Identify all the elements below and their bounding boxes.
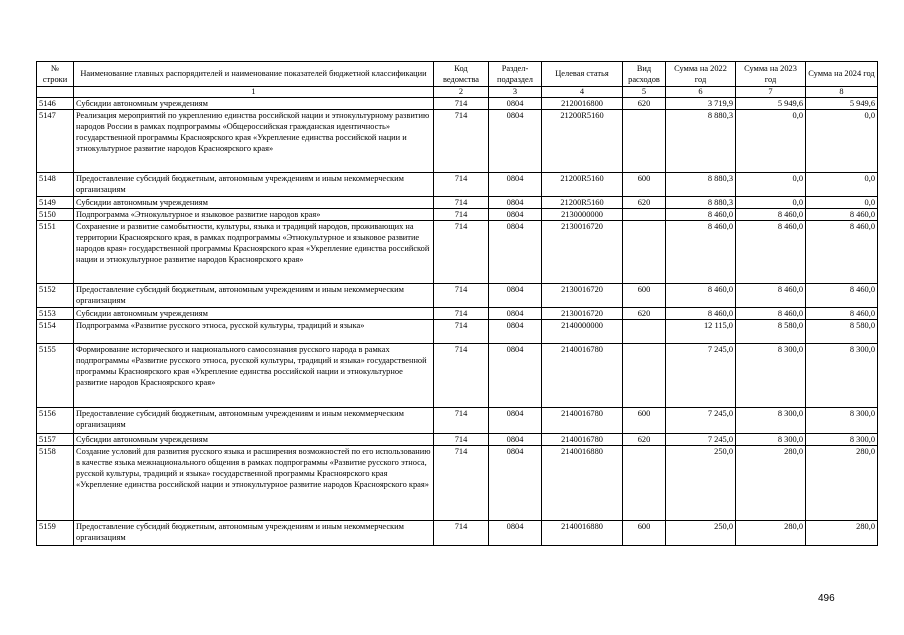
row-sum-2022: 8 880,3: [666, 110, 736, 173]
row-expense-type: 600: [623, 408, 666, 434]
row-sum-2022: 7 245,0: [666, 408, 736, 434]
table-row: [37, 110, 878, 173]
row-sum-2023: 8 300,0: [736, 344, 806, 408]
row-expense-type: 600: [623, 521, 666, 546]
row-expense-type: [623, 221, 666, 284]
row-sum-2022: 250,0: [666, 446, 736, 521]
row-name: Сохранение и развитие самобытности, культуры, языка и традиций народов, проживающих на территории Красноярского края, в рамках подпрограммы «Этнокультурное и языковое развитие народов края» государственной программы Красноярского края «Укрепление единства российской нации и этнокультурное развитие народов Красноярского края»: [74, 221, 434, 284]
row-expense-type: [623, 110, 666, 173]
row-number: 5159: [37, 521, 74, 546]
row-sum-2024: 0,0: [806, 110, 878, 173]
header-sum-2022: Сумма на 2022 год: [666, 62, 736, 87]
table-row: [37, 197, 878, 209]
table-row: [37, 434, 878, 446]
row-sum-2022: 8 460,0: [666, 308, 736, 320]
column-number-row: [37, 87, 878, 98]
row-number: 5151: [37, 221, 74, 284]
row-name: Предоставление субсидий бюджетным, автономным учреждениям и иным некоммерческим организациям: [74, 284, 434, 308]
row-sum-2024: 8 460,0: [806, 284, 878, 308]
row-sum-2023: 0,0: [736, 110, 806, 173]
row-sum-2024: 0,0: [806, 197, 878, 209]
column-number-cell: 5: [623, 87, 666, 98]
row-section: 0804: [489, 408, 542, 434]
row-sum-2024: 5 949,6: [806, 98, 878, 110]
row-dept-code: 714: [434, 173, 489, 197]
column-number-cell: 3: [489, 87, 542, 98]
header-dept-code: Код ведомства: [434, 62, 489, 87]
row-number: 5147: [37, 110, 74, 173]
column-number-cell: 8: [806, 87, 878, 98]
row-number: 5148: [37, 173, 74, 197]
row-expense-type: [623, 344, 666, 408]
row-sum-2022: 7 245,0: [666, 434, 736, 446]
table-row: [37, 209, 878, 221]
row-sum-2023: 0,0: [736, 173, 806, 197]
row-expense-type: [623, 320, 666, 344]
row-target-item: 21200R5160: [542, 173, 623, 197]
row-target-item: 2140016780: [542, 408, 623, 434]
row-number: 5157: [37, 434, 74, 446]
row-target-item: 2120016800: [542, 98, 623, 110]
row-section: 0804: [489, 110, 542, 173]
row-expense-type: 600: [623, 173, 666, 197]
row-section: 0804: [489, 308, 542, 320]
row-section: 0804: [489, 173, 542, 197]
row-name: Субсидии автономным учреждениям: [74, 308, 434, 320]
row-dept-code: 714: [434, 209, 489, 221]
row-target-item: 2140016780: [542, 434, 623, 446]
row-sum-2023: 8 460,0: [736, 221, 806, 284]
table-row: [37, 521, 878, 546]
row-number: 5146: [37, 98, 74, 110]
row-name: Предоставление субсидий бюджетным, автономным учреждениям и иным некоммерческим организациям: [74, 521, 434, 546]
row-target-item: 2140016880: [542, 521, 623, 546]
row-sum-2022: 250,0: [666, 521, 736, 546]
row-section: 0804: [489, 446, 542, 521]
header-section: Раздел-подраздел: [489, 62, 542, 87]
row-sum-2024: 8 460,0: [806, 221, 878, 284]
header-target-item: Целевая статья: [542, 62, 623, 87]
row-sum-2022: 3 719,9: [666, 98, 736, 110]
row-dept-code: 714: [434, 320, 489, 344]
header-name: Наименование главных распорядителей и наименование показателей бюджетной классификации: [74, 62, 434, 87]
row-dept-code: 714: [434, 197, 489, 209]
row-sum-2023: 8 460,0: [736, 284, 806, 308]
row-number: 5156: [37, 408, 74, 434]
row-target-item: 2130000000: [542, 209, 623, 221]
row-expense-type: 620: [623, 98, 666, 110]
column-number-cell: [37, 87, 74, 98]
row-sum-2023: 8 580,0: [736, 320, 806, 344]
column-number-cell: 7: [736, 87, 806, 98]
row-sum-2024: 280,0: [806, 446, 878, 521]
row-sum-2023: 8 300,0: [736, 408, 806, 434]
row-name: Формирование исторического и национального самосознания русского народа в рамках подпрограммы «Развитие русского этноса, русской культуры, традиций и языка» государственной программы Красноярского края «Укрепление единства российской нации и этнокультурное развитие народов Красноярского края»: [74, 344, 434, 408]
row-sum-2024: 8 460,0: [806, 209, 878, 221]
table-row: [37, 284, 878, 308]
row-section: 0804: [489, 98, 542, 110]
column-number-cell: 6: [666, 87, 736, 98]
column-number-cell: 4: [542, 87, 623, 98]
row-target-item: 2140000000: [542, 320, 623, 344]
row-number: 5150: [37, 209, 74, 221]
column-number-cell: 1: [74, 87, 434, 98]
row-target-item: 2130016720: [542, 308, 623, 320]
row-number: 5152: [37, 284, 74, 308]
row-sum-2023: 8 300,0: [736, 434, 806, 446]
row-dept-code: 714: [434, 344, 489, 408]
table-row: [37, 344, 878, 408]
row-name: Субсидии автономным учреждениям: [74, 98, 434, 110]
table-row: [37, 320, 878, 344]
row-sum-2022: 8 460,0: [666, 221, 736, 284]
row-sum-2023: 0,0: [736, 197, 806, 209]
row-sum-2022: 8 880,3: [666, 197, 736, 209]
row-sum-2024: 8 460,0: [806, 308, 878, 320]
row-name: Предоставление субсидий бюджетным, автономным учреждениям и иным некоммерческим организациям: [74, 173, 434, 197]
row-dept-code: 714: [434, 98, 489, 110]
row-sum-2022: 8 460,0: [666, 284, 736, 308]
row-name: Предоставление субсидий бюджетным, автономным учреждениям и иным некоммерческим организациям: [74, 408, 434, 434]
row-sum-2023: 8 460,0: [736, 308, 806, 320]
row-expense-type: [623, 209, 666, 221]
row-section: 0804: [489, 521, 542, 546]
row-dept-code: 714: [434, 221, 489, 284]
row-number: 5155: [37, 344, 74, 408]
row-sum-2024: 8 300,0: [806, 344, 878, 408]
header-row: [37, 62, 878, 87]
row-name: Субсидии автономным учреждениям: [74, 434, 434, 446]
row-sum-2023: 280,0: [736, 446, 806, 521]
row-dept-code: 714: [434, 284, 489, 308]
header-expense-type: Вид расходов: [623, 62, 666, 87]
row-target-item: 2140016780: [542, 344, 623, 408]
row-expense-type: 620: [623, 197, 666, 209]
row-section: 0804: [489, 320, 542, 344]
row-sum-2024: 8 300,0: [806, 434, 878, 446]
row-sum-2024: 0,0: [806, 173, 878, 197]
row-section: 0804: [489, 344, 542, 408]
row-number: 5158: [37, 446, 74, 521]
row-sum-2024: 8 300,0: [806, 408, 878, 434]
row-name: Создание условий для развития русского языка и расширения возможностей по его использованию в качестве языка межнационального общения в рамках подпрограммы «Развитие русского этноса, русской культуры, традиций и языка» государственной программы Красноярского края «Укрепление единства российской нации и этнокультурное развитие народов Красноярского края»: [74, 446, 434, 521]
row-section: 0804: [489, 209, 542, 221]
column-number-cell: 2: [434, 87, 489, 98]
row-number: 5153: [37, 308, 74, 320]
row-sum-2023: 8 460,0: [736, 209, 806, 221]
table-row: [37, 408, 878, 434]
row-number: 5154: [37, 320, 74, 344]
row-dept-code: 714: [434, 110, 489, 173]
row-dept-code: 714: [434, 308, 489, 320]
budget-table: [36, 61, 878, 546]
row-sum-2022: 7 245,0: [666, 344, 736, 408]
row-sum-2023: 280,0: [736, 521, 806, 546]
row-dept-code: 714: [434, 446, 489, 521]
table-row: [37, 221, 878, 284]
row-dept-code: 714: [434, 434, 489, 446]
row-expense-type: 620: [623, 434, 666, 446]
row-expense-type: 600: [623, 284, 666, 308]
row-section: 0804: [489, 284, 542, 308]
header-row-no: № строки: [37, 62, 74, 87]
row-name: Реализация мероприятий по укреплению единства российской нации и этнокультурному развитию народов России в рамках подпрограммы «Общероссийская гражданская идентичность» государственной программы Красноярского края «Укрепление единства российской нации и этнокультурное развитие народов Красноярского края»: [74, 110, 434, 173]
table-row: [37, 446, 878, 521]
row-target-item: 2130016720: [542, 221, 623, 284]
row-target-item: 21200R5160: [542, 197, 623, 209]
table-row: [37, 173, 878, 197]
row-section: 0804: [489, 197, 542, 209]
page-number: 496: [818, 593, 835, 604]
row-name: Подпрограмма «Этнокультурное и языковое развитие народов края»: [74, 209, 434, 221]
header-sum-2024: Сумма на 2024 год: [806, 62, 878, 87]
row-name: Субсидии автономным учреждениям: [74, 197, 434, 209]
table-row: [37, 308, 878, 320]
row-section: 0804: [489, 434, 542, 446]
table-row: [37, 98, 878, 110]
row-sum-2022: 8 880,3: [666, 173, 736, 197]
row-dept-code: 714: [434, 521, 489, 546]
row-sum-2022: 12 115,0: [666, 320, 736, 344]
row-expense-type: [623, 446, 666, 521]
row-sum-2024: 280,0: [806, 521, 878, 546]
row-target-item: 21200R5160: [542, 110, 623, 173]
row-target-item: 2130016720: [542, 284, 623, 308]
header-sum-2023: Сумма на 2023 год: [736, 62, 806, 87]
row-expense-type: 620: [623, 308, 666, 320]
row-name: Подпрограмма «Развитие русского этноса, русской культуры, традиций и языка»: [74, 320, 434, 344]
row-sum-2022: 8 460,0: [666, 209, 736, 221]
row-target-item: 2140016880: [542, 446, 623, 521]
row-dept-code: 714: [434, 408, 489, 434]
row-number: 5149: [37, 197, 74, 209]
row-sum-2023: 5 949,6: [736, 98, 806, 110]
row-section: 0804: [489, 221, 542, 284]
row-sum-2024: 8 580,0: [806, 320, 878, 344]
